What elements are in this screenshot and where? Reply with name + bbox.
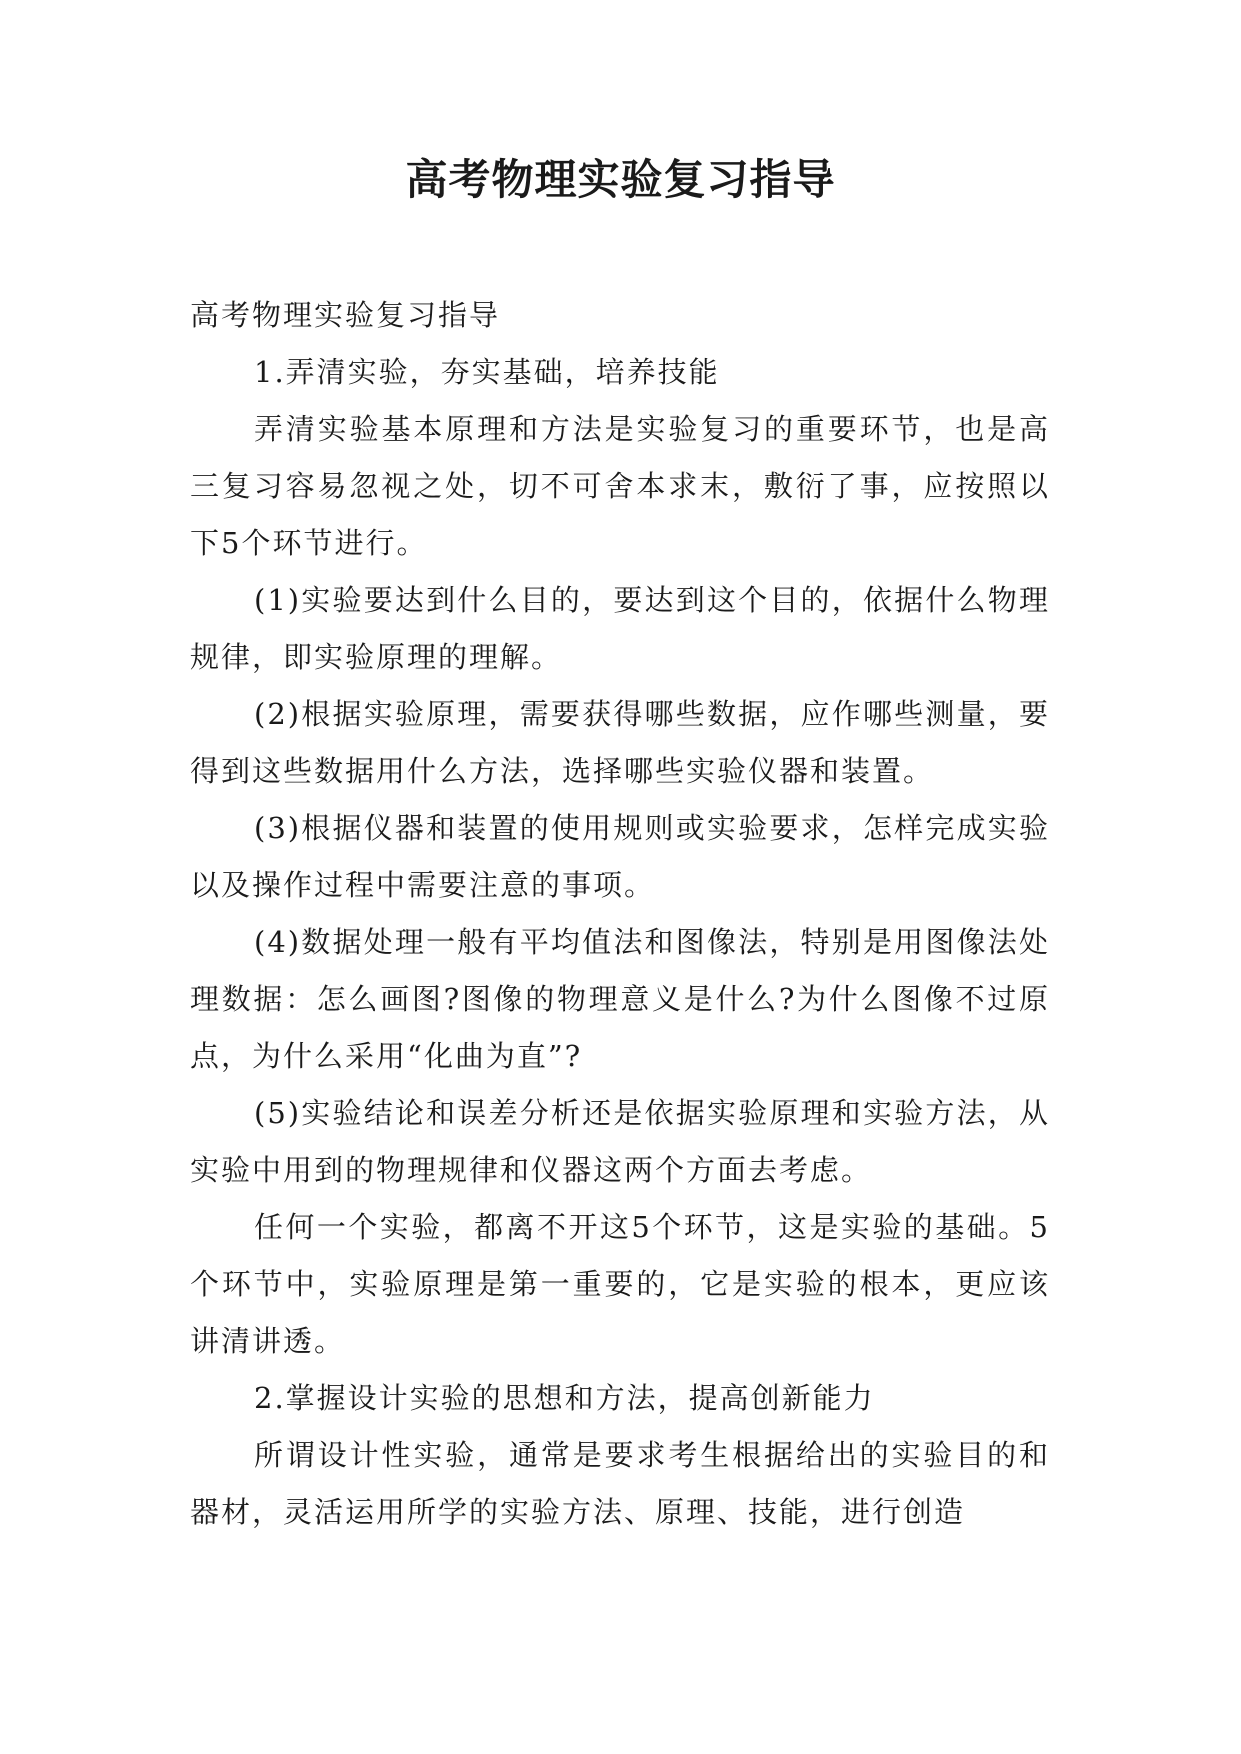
list-item-4: (4)数据处理一般有平均值法和图像法，特别是用图像法处理数据：怎么画图?图像的物理意义是什么?为什么图像不过原点，为什么采用“化曲为直”? (190, 925, 1050, 1073)
list-item-5: (5)实验结论和误差分析还是依据实验原理和实验方法，从实验中用到的物理规律和仪器这两个方面去考虑。 (190, 1096, 1050, 1187)
paragraph: 所谓设计性实验，通常是要求考生根据给出的实验目的和器材，灵活运用所学的实验方法、原理、技能，进行创造 (190, 1438, 1050, 1529)
section-heading-2: 2.掌握设计实验的思想和方法，提高创新能力 (254, 1381, 875, 1415)
paragraph: 任何一个实验，都离不开这5个环节，这是实验的基础。5个环节中，实验原理是第一重要的，它是实验的根本，更应该讲清讲透。 (190, 1210, 1050, 1358)
document-title: 高考物理实验复习指导 (405, 155, 836, 204)
list-item-3: (3)根据仪器和装置的使用规则或实验要求，怎样完成实验以及操作过程中需要注意的事项。 (190, 811, 1050, 902)
paragraph: 弄清实验基本原理和方法是实验复习的重要环节，也是高三复习容易忽视之处，切不可舍本求末，敷衍了事，应按照以下5个环节进行。 (190, 412, 1050, 560)
list-item-1: (1)实验要达到什么目的，要达到这个目的，依据什么物理规律，即实验原理的理解。 (190, 583, 1050, 674)
section-heading-1: 1.弄清实验，夯实基础，培养技能 (254, 355, 720, 389)
list-item-2: (2)根据实验原理，需要获得哪些数据，应作哪些测量，要得到这些数据用什么方法，选择哪些实验仪器和装置。 (190, 697, 1050, 788)
document-body (190, 287, 1050, 1541)
paragraph-heading: 高考物理实验复习指导 (190, 298, 501, 332)
